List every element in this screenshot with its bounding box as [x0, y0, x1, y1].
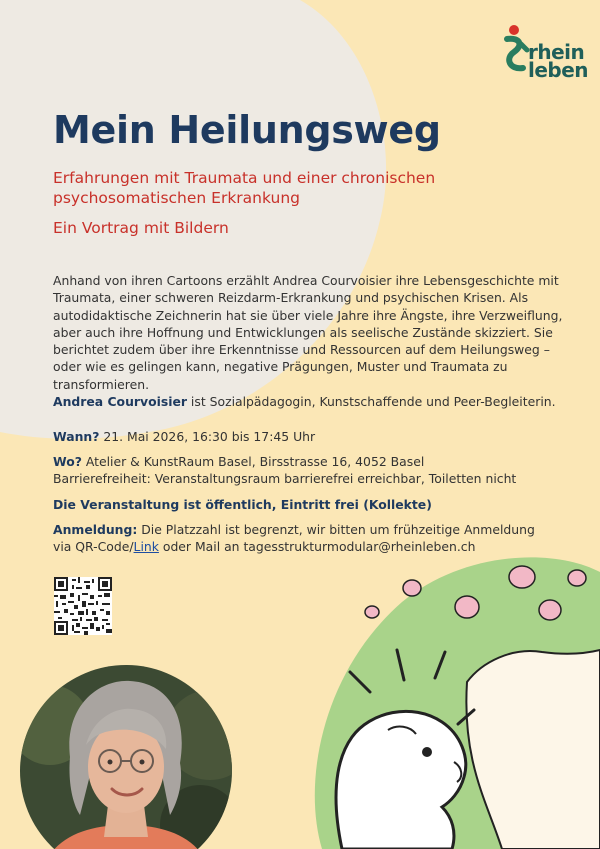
registration-label: Anmeldung:: [53, 522, 138, 537]
bio-name: Andrea Courvoisier: [53, 394, 187, 410]
page-title: Mein Heilungsweg: [53, 108, 441, 152]
when-label: Wann?: [53, 429, 100, 444]
qr-code-icon[interactable]: [54, 577, 112, 635]
logo-line2: leben: [528, 58, 589, 82]
accessibility-info: Barrierefreiheit: Veranstaltungsraum barrierefrei erreichbar, Toiletten nicht: [53, 471, 517, 487]
registration-info: [53, 521, 573, 556]
cartoon-illustration: [292, 552, 600, 849]
description: [53, 272, 573, 410]
public-note: [53, 496, 573, 513]
bio-text: ist Sozialpädagogin, Kunstschaffende und Peer-Begleiterin.: [186, 394, 556, 410]
registration-link[interactable]: Link: [133, 539, 159, 555]
public-note-text: Die Veranstaltung ist öffentlich, Eintritt frei (Kollekte): [53, 497, 432, 512]
subtitle-talk: Ein Vortrag mit Bildern: [53, 219, 229, 237]
registration-mail: oder Mail an tagesstrukturmodular@rheinleben.ch: [158, 539, 476, 555]
where-label: Wo?: [53, 454, 82, 469]
where-info: [53, 453, 573, 488]
description-text: Anhand von ihren Cartoons erzählt Andrea Courvoisier ihre Lebensgeschichte mit Traumata, einer schweren Reizdarm-Erkrankung und psychischen Krisen. Als autodidaktische Zeichnerin hat sie über viele Jahre ihre Ängste, ihre Verzweiflung, aber auch ihre Hoffnung und Entwicklungen als seelische Zustände skizziert. Sie berichtet zudem über ihre Erkenntnisse und Ressourcen auf dem Heilungsweg – oder wie es gelingen kann, negative Prägungen, Muster und Traumata zu transformieren.: [53, 273, 563, 392]
where-value: Atelier & KunstRaum Basel, Birsstrasse 16, 4052 Basel: [81, 454, 425, 469]
logo-line1: rhein: [528, 40, 585, 64]
when-info: [53, 428, 573, 445]
subtitle: Erfahrungen mit Traumata und einer chronischen psychosomatischen Erkrankung: [53, 169, 436, 207]
logo-text: [528, 40, 589, 82]
registration-text-2: via QR-Code/: [53, 539, 134, 555]
registration-text: Die Platzzahl ist begrenzt, wir bitten um frühzeitige Anmeldung: [137, 522, 535, 537]
when-value: 21. Mai 2026, 16:30 bis 17:45 Uhr: [99, 429, 316, 444]
